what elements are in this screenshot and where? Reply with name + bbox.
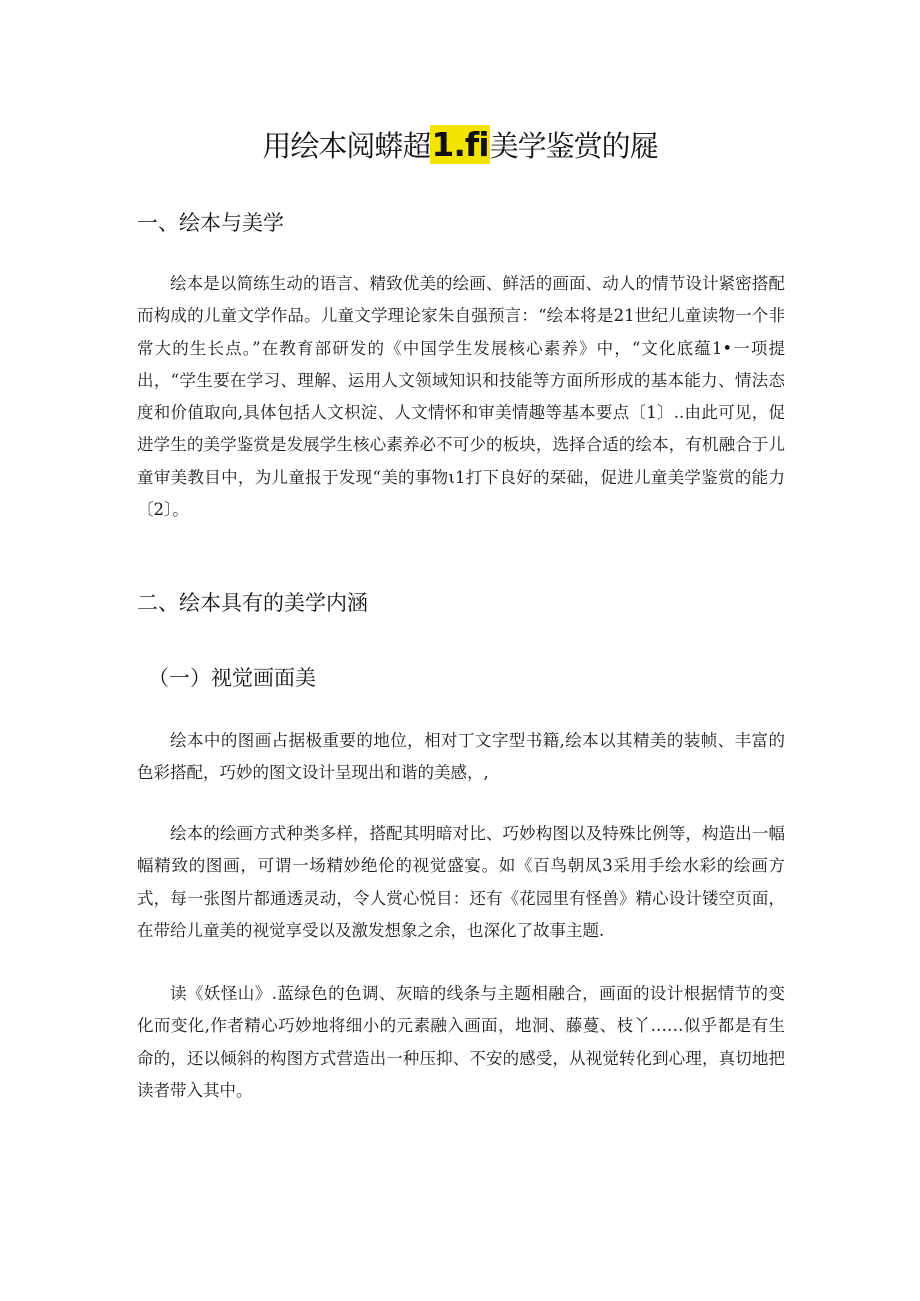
section-1-heading: 一、绘本与美学 (137, 211, 284, 235)
title-text-after: 美学鉴赏的屣 (489, 129, 658, 163)
section-2-heading: 二、绘本具有的美学内涵 (137, 591, 368, 615)
title-highlight: 1.fi (431, 125, 489, 164)
subsection-1-paragraph-3: 读《妖怪山》.蓝绿色的色调、灰暗的线条与主题相融合，画面的设计根据情节的变化而变化,作者精心巧妙地将细小的元素融入画面，地洞、藤蔓、枝丫……似乎都是有生命的，还以倾斜的构图方式营造出一种压抑、不安的感受，从视觉转化到心理，真切地把读者带入其中。 (137, 984, 785, 1100)
document-title (0, 122, 920, 169)
subsection-1-heading: （一）视觉画面美 (148, 666, 316, 690)
subsection-1-paragraph-2: 绘本的绘画方式种类多样，搭配其明暗对比、巧妙构图以及特殊比例等，构造出一幅幅精致的图画，可谓一场精妙绝伦的视觉盛宴。如《百鸟朝凤3采用手绘水彩的绘画方式，每一张图片都通透灵动，令人赏心悦目：还有《花园里有怪兽》精心设计镂空页面，在带给儿童美的视觉享受以及激发想象之余，也深化了故事主题. (137, 824, 785, 940)
title-text-before: 用绘本阅蟒超 (262, 129, 431, 163)
subsection-1-paragraph-1: 绘本中的图画占据极重要的地位，相对丁文字型书籍,绘本以其精美的装帧、丰富的色彩搭配，巧妙的图文设计呈现出和谐的美感，, (137, 731, 785, 783)
section-1-paragraph: 绘本是以简练生动的语言、精致优美的绘画、鲜活的画面、动人的情节设计紧密搭配而构成的儿童文学作品。儿童文学理论家朱自强预言：“绘本将是21世纪儿童读物一个非常大的生长点。”在教育部研发的《中国学生发展核心素养》中，“文化底蕴1•一项提出，“学生要在学习、理解、运用人文领域知识和技能等方面所形成的基本能力、情法态度和价值取向,具体包括人文枳淀、人文情怀和审美情趣等基本要点〔1〕..由此可见，促进学生的美学鉴赏是发展学生核心素养必不可少的板块，选择合适的绘本，有机融合于儿童审美教目中，为儿童报于发现“美的事物ι1打下良好的栞础，促进儿童美学鉴赏的能力〔2〕。 (137, 274, 785, 520)
